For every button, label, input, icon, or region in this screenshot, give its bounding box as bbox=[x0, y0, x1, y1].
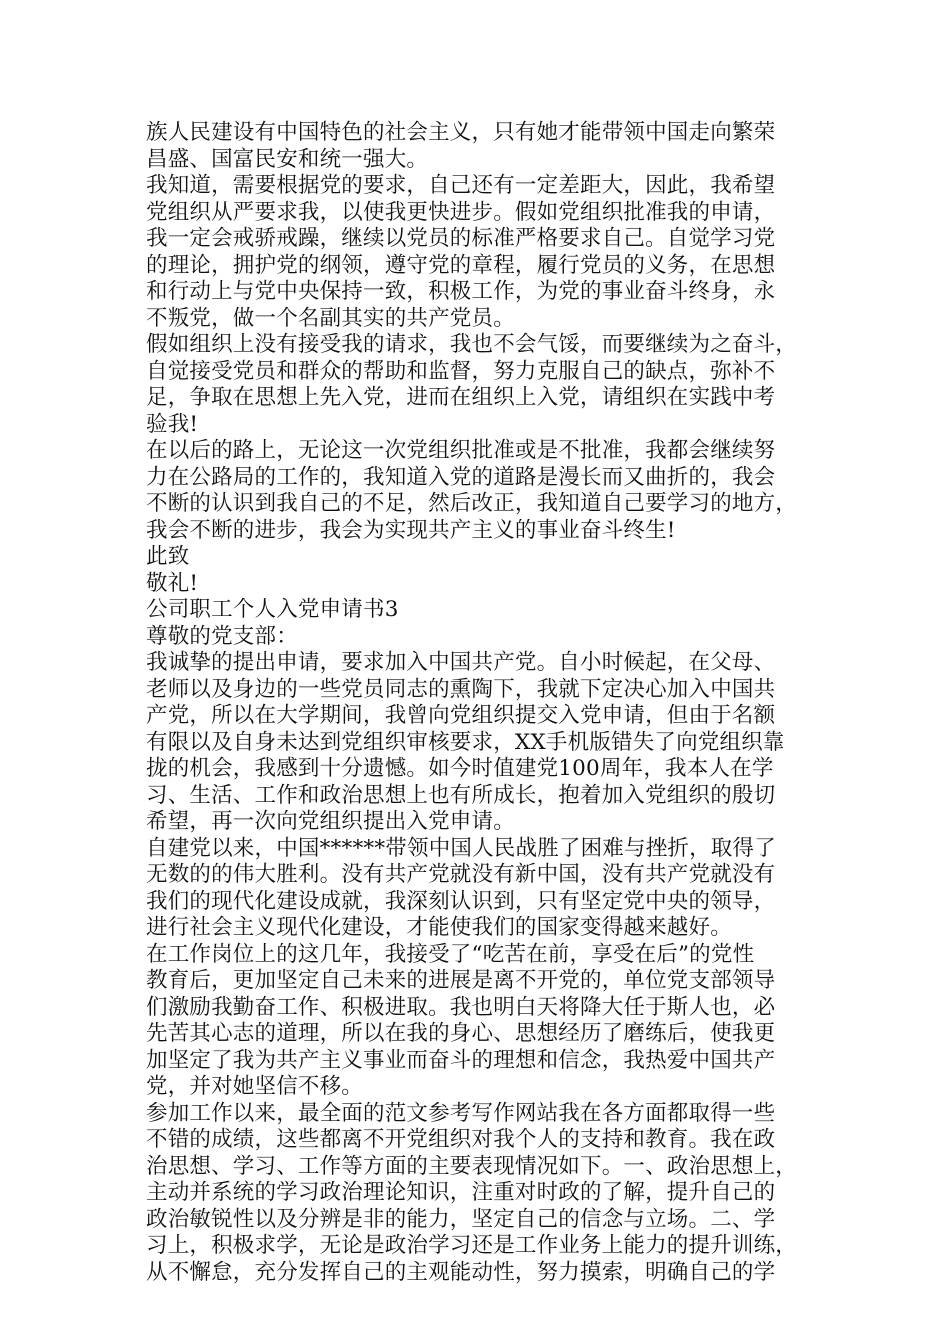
text-line: 在以后的路上，无论这一次党组织批准或是不批准，我都会继续努 bbox=[146, 438, 776, 463]
letter-greeting: 尊敬的党支部： bbox=[146, 623, 298, 649]
text-line: 无数的的伟大胜利。没有共产党就没有新中国，没有共产党就没有 bbox=[146, 862, 776, 887]
section-title: 公司职工个人入党申请书3 bbox=[146, 597, 399, 622]
text-line: 验我! bbox=[146, 411, 199, 437]
text-line: 进行社会主义现代化建设，才能使我们的国家变得越来越好。 bbox=[146, 915, 732, 940]
text-line: 先苦其心志的道理，所以在我的身心、思想经历了磨练后，使我更 bbox=[146, 1021, 776, 1046]
text-line: 主动并系统的学习政治理论知识，注重对时政的了解，提升自己的 bbox=[146, 1180, 776, 1205]
text-line: 有限以及自身未达到党组织审核要求，XX手机版错失了向党组织靠 bbox=[146, 729, 785, 755]
closing-salutation: 此致 bbox=[146, 544, 190, 569]
text-line: 政治敏锐性以及分辨是非的能力，坚定自己的信念与立场。二、学 bbox=[146, 1206, 776, 1232]
text-line: 拢的机会，我感到十分遗憾。如今时值建党100周年，我本人在学 bbox=[146, 756, 774, 781]
text-line: 假如组织上没有接受我的请求，我也不会气馁，而要继续为之奋斗， bbox=[146, 332, 798, 357]
text-line: 老师以及身边的一些党员同志的熏陶下，我就下定决心加入中国共 bbox=[146, 676, 776, 702]
text-line: 习上，积极求学，无论是政治学习还是工作业务上能力的提升训练， bbox=[146, 1233, 798, 1258]
closing-regards: 敬礼! bbox=[146, 570, 199, 596]
text-line: 和行动上与党中央保持一致，积极工作，为党的事业奋斗终身，永 bbox=[146, 279, 776, 304]
text-line: 我一定会戒骄戒躁，继续以党员的标准严格要求自己。自觉学习党 bbox=[146, 226, 776, 251]
text-line: 我会不断的进步，我会为实现共产主义的事业奋斗终生! bbox=[146, 517, 676, 543]
text-line: 产党，所以在大学期间，我曾向党组织提交入党申请，但由于名额 bbox=[146, 703, 776, 728]
text-line: 不断的认识到我自己的不足，然后改正，我知道自己要学习的地方， bbox=[146, 491, 798, 516]
text-line: 的理论，拥护党的纲领，遵守党的章程，履行党员的义务，在思想 bbox=[146, 252, 776, 278]
text-line: 昌盛、国富民安和统一强大。 bbox=[146, 146, 429, 172]
text-line: 从不懈怠，充分发挥自己的主观能动性，努力摸索，明确自己的学 bbox=[146, 1259, 776, 1285]
text-line: 加坚定了我为共产主义事业而奋斗的理想和信念，我热爱中国共产 bbox=[146, 1047, 776, 1073]
text-line: 党，并对她坚信不移。 bbox=[146, 1074, 364, 1099]
text-line: 力在公路局的工作的，我知道入党的道路是漫长而又曲折的，我会 bbox=[146, 464, 776, 490]
text-line: 我们的现代化建设成就，我深刻认识到，只有坚定党中央的领导， bbox=[146, 888, 776, 914]
text-line: 在工作岗位上的这几年，我接受了“吃苦在前，享受在后”的党性 bbox=[146, 941, 755, 967]
document-body-text bbox=[146, 120, 826, 1286]
text-line: 们激励我勤奋工作、积极进取。我也明白天将降大任于斯人也，必 bbox=[146, 994, 776, 1020]
text-line: 自建党以来，中国******带领中国人民战胜了困难与挫折，取得了 bbox=[146, 835, 776, 861]
text-line: 不错的成绩，这些都离不开党组织对我个人的支持和教育。我在政 bbox=[146, 1127, 776, 1152]
text-line: 希望，再一次向党组织提出入党申请。 bbox=[146, 809, 515, 834]
text-line: 我诚挚的提出申请，要求加入中国共产党。自小时候起，在父母、 bbox=[146, 650, 776, 675]
text-line: 教育后，更加坚定自己未来的进展是离不开党的，单位党支部领导 bbox=[146, 968, 776, 993]
text-line: 我知道，需要根据党的要求，自己还有一定差距大，因此，我希望 bbox=[146, 173, 776, 198]
text-line: 自觉接受党员和群众的帮助和监督，努力克服自己的缺点，弥补不 bbox=[146, 358, 776, 384]
text-line: 参加工作以来，最全面的范文参考写作网站我在各方面都取得一些 bbox=[146, 1100, 776, 1126]
text-line: 族人民建设有中国特色的社会主义，只有她才能带领中国走向繁荣 bbox=[146, 120, 776, 145]
text-line: 治思想、学习、工作等方面的主要表现情况如下。一、政治思想上， bbox=[146, 1153, 798, 1179]
text-line: 足，争取在思想上先入党，进而在组织上入党，请组织在实践中考 bbox=[146, 385, 776, 410]
text-line: 党组织从严要求我，以使我更快进步。假如党组织批准我的申请， bbox=[146, 199, 776, 225]
text-line: 习、生活、工作和政治思想上也有所成长，抱着加入党组织的殷切 bbox=[146, 782, 776, 808]
text-line: 不叛党，做一个名副其实的共产党员。 bbox=[146, 305, 515, 331]
